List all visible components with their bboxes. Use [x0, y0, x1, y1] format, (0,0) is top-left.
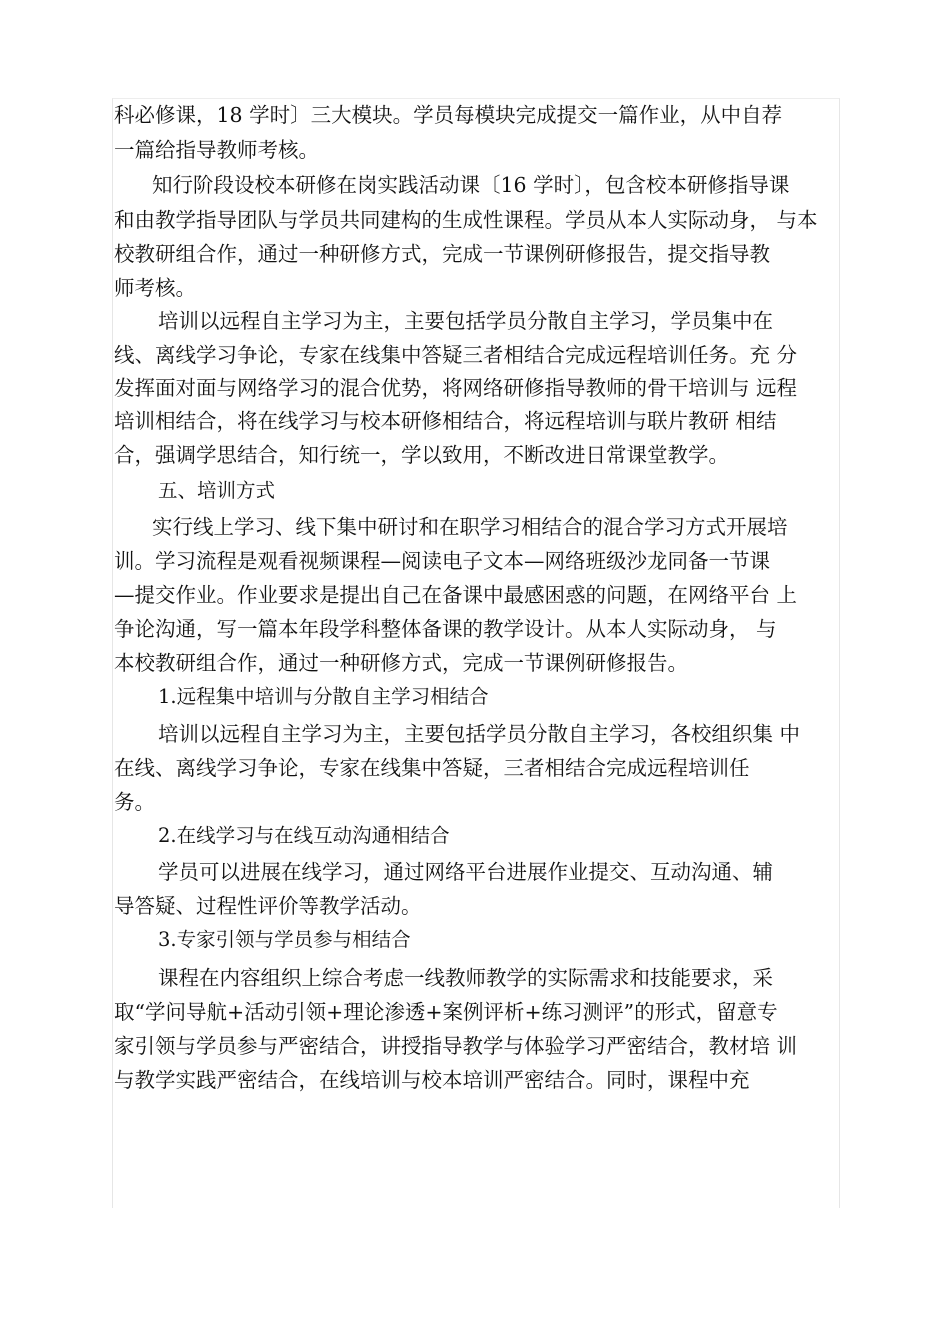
text-line: 在线、离线学习争论，专家在线集中答疑，三者相结合完成远程培训任 [114, 756, 750, 780]
text-line: 务。 [114, 790, 155, 814]
subsection-heading: 2.在线学习与在线互动沟通相结合 [158, 824, 450, 847]
text-line: 发挥面对面与网络学习的混合优势，将网络研修指导教师的骨干培训与 远程 [114, 376, 798, 400]
subsection-heading: 1.远程集中培训与分散自主学习相结合 [158, 685, 489, 708]
text-line: 知行阶段设校本研修在岗实践活动课〔16 学时〕，包含校本研修指导课 [152, 173, 790, 197]
text-line: 争论沟通，写一篇本年段学科整体备课的教学设计。从本人实际动身， 与 [114, 617, 777, 641]
text-line: 学员可以进展在线学习，通过网络平台进展作业提交、互动沟通、辅 [158, 860, 773, 884]
text-line: 实行线上学习、线下集中研讨和在职学习相结合的混合学习方式开展培 [152, 515, 788, 539]
text-line: 一篇给指导教师考核。 [114, 138, 319, 162]
subsection-heading: 3.专家引领与学员参与相结合 [158, 928, 411, 951]
text-line: 和由教学指导团队与学员共同建构的生成性课程。学员从本人实际动身， 与本 [114, 208, 818, 232]
text-line: 合，强调学思结合，知行统一，学以致用，不断改进日常课堂教学。 [114, 443, 729, 467]
text-line: 培训相结合，将在线学习与校本研修相结合，将远程培训与联片教研 相结 [114, 409, 777, 433]
text-line: 导答疑、过程性评价等教学活动。 [114, 894, 422, 918]
text-line: 科必修课，18 学时〕三大模块。学员每模块完成提交一篇作业，从中自荐 [114, 103, 783, 127]
text-line: 线、离线学习争论，专家在线集中答疑三者相结合完成远程培训任务。充 分 [114, 343, 798, 367]
text-line: —提交作业。作业要求是提出自己在备课中最感困惑的问题，在网络平台 上 [114, 583, 798, 607]
text-line: 课程在内容组织上综合考虑一线教师教学的实际需求和技能要求，采 [158, 966, 773, 990]
text-line: 训。学习流程是观看视频课程—阅读电子文本—网络班级沙龙同备一节课 [114, 549, 770, 573]
text-line: 本校教研组合作，通过一种研修方式，完成一节课例研修报告。 [114, 651, 688, 675]
text-line: 校教研组合作，通过一种研修方式，完成一节课例研修报告，提交指导教 [114, 242, 770, 266]
section-heading: 五、培训方式 [158, 479, 276, 502]
text-line: 师考核。 [114, 276, 196, 300]
text-line: 与教学实践严密结合，在线培训与校本培训严密结合。同时，课程中充 [114, 1068, 750, 1092]
text-line: 培训以远程自主学习为主，主要包括学员分散自主学习，各校组织集 中 [158, 722, 801, 746]
text-line: 家引领与学员参与严密结合，讲授指导教学与体验学习严密结合，教材培 训 [114, 1034, 798, 1058]
text-line: 取“学问导航+活动引领+理论渗透+案例评析+练习测评”的形式，留意专 [114, 1000, 778, 1024]
text-line: 培训以远程自主学习为主，主要包括学员分散自主学习，学员集中在 [158, 309, 773, 333]
